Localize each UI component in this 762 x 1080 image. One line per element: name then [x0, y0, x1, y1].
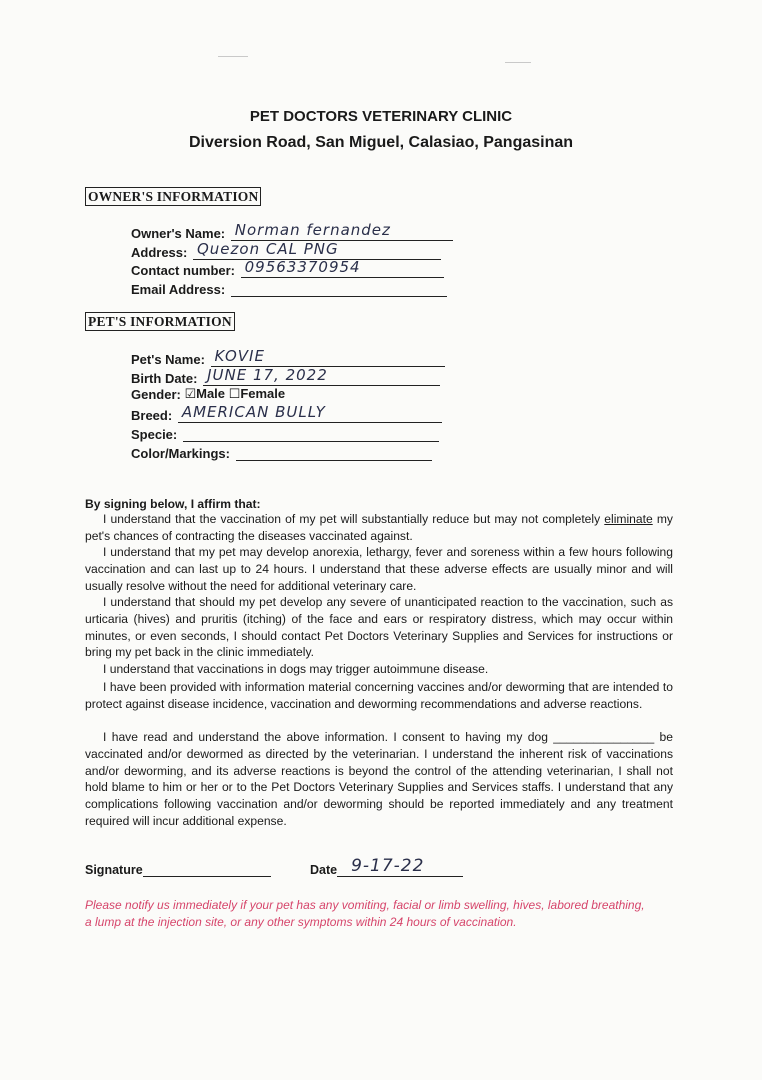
owner-address-label: Address:: [131, 245, 188, 260]
pet-breed-field: [131, 404, 442, 422]
gender-female-checkbox[interactable]: ☐: [228, 386, 241, 401]
pet-color-label: Color/Markings:: [131, 446, 230, 461]
owner-email-line[interactable]: [231, 278, 447, 297]
date-line[interactable]: [337, 856, 463, 877]
scan-artifact: [218, 56, 248, 57]
gender-female-label: Female: [240, 386, 286, 401]
pet-breed-line[interactable]: [178, 404, 442, 423]
clinic-name: PET DOCTORS VETERINARY CLINIC: [249, 108, 513, 125]
gender-male-label: Male: [196, 386, 226, 401]
pet-specie-field: [131, 423, 439, 441]
owner-address-field: [131, 241, 441, 259]
pet-birth-line[interactable]: [203, 367, 440, 386]
pet-breed-label: Breed:: [131, 408, 173, 423]
affirm-p1-underlined: eliminate: [604, 512, 653, 526]
clinic-address: Diversion Road, San Miguel, Calasiao, Pangasinan: [188, 134, 574, 151]
pet-birth-value: JUNE 17, 2022: [207, 366, 328, 384]
gender-male-checkbox[interactable]: ☑: [184, 386, 197, 401]
affirm-p1-before: I understand that the vaccination of my pet will substantially reduce but may not completely: [103, 512, 601, 526]
affirm-paragraph-2: I understand that my pet may develop anorexia, lethargy, fever and soreness within a few hours following vaccination and can last up to 24 hours. I understand that these adverse effects are usually minor and will usually resolve without the need for additional veterinary care.: [85, 545, 673, 593]
owner-contact-value: 09563370954: [244, 258, 361, 276]
owner-name-line[interactable]: [231, 222, 453, 241]
affirm-p6-after: be vaccinated and/or dewormed as directed by the veterinarian. I understand the inherent risk of vaccinations and/or deworming, and its adverse reactions is beyond the control of the attending veterinarian, I shall not hold blame to him or her or to the Pet Doctors Veterinary Supplies and Services staffs. I understand that any complications following vaccination and/or deworming should be reported immediately and any treatment required will incur additional expense.: [85, 730, 674, 828]
pet-birth-field: [131, 367, 440, 385]
date-label: Date: [310, 863, 338, 877]
scan-artifact: [505, 62, 531, 63]
owner-contact-line[interactable]: [241, 259, 444, 278]
pet-color-field: [131, 442, 432, 460]
owner-address-value: Quezon CAL PNG: [196, 240, 339, 258]
owner-name-label: Owner's Name:: [131, 226, 226, 241]
affirm-paragraph-3: I understand that should my pet develop any severe of unanticipated reaction to the vaccination, such as urticaria (hives) and pruritis (itching) of the face and ears or respiratory distress, which may occur within minutes, or even seconds, I should contact Pet Doctors Veterinary Supplies and Services for instructions or bring my pet back in the clinic immediately.: [85, 595, 673, 660]
pet-name-line[interactable]: [211, 348, 445, 367]
owner-email-label: Email Address:: [131, 282, 226, 297]
affirm-p1-after: my pet's chances of contracting the diseases vaccinated against.: [85, 512, 673, 543]
owner-contact-label: Contact number:: [131, 263, 235, 278]
pet-name-label: Pet's Name:: [131, 352, 205, 367]
pet-birth-label: Birth Date:: [131, 371, 198, 386]
affirm-paragraph-4: I understand that vaccinations in dogs may trigger autoimmune disease.: [103, 662, 489, 676]
dog-name-blank[interactable]: _______________: [553, 730, 655, 744]
owner-name-value: Norman fernandez: [234, 221, 391, 239]
pet-breed-value: AMERICAN BULLY: [181, 403, 326, 421]
signature-line[interactable]: [143, 862, 271, 877]
pet-gender-label: Gender:: [131, 387, 181, 402]
signature-label: Signature: [85, 863, 143, 877]
affirm-p6-before: I have read and understand the above information. I consent to having my dog: [103, 730, 554, 744]
pet-name-value: KOVIE: [214, 347, 265, 365]
owner-email-field: [131, 278, 447, 296]
affirm-paragraph-5: I have been provided with information material concerning vaccines and/or deworming that are intended to protect against disease incidence, vaccination and deworming recommendations and adverse reactions.: [85, 680, 673, 711]
affirm-paragraph-6: [85, 729, 673, 830]
pet-section-heading: PET'S INFORMATION: [85, 312, 235, 331]
pet-color-line[interactable]: [236, 442, 432, 461]
owner-name-field: [131, 222, 453, 240]
pet-gender-field: [131, 386, 285, 404]
affirm-heading: By signing below, I affirm that:: [85, 497, 261, 511]
owner-contact-field: [131, 259, 444, 277]
pet-specie-label: Specie:: [131, 427, 178, 442]
date-row: [310, 856, 463, 877]
owner-section-heading: OWNER'S INFORMATION: [85, 187, 261, 206]
pet-specie-line[interactable]: [183, 423, 439, 442]
affirm-paragraph-1: [85, 511, 673, 545]
pet-name-field: [131, 348, 445, 366]
signature-row: [85, 862, 271, 877]
date-value: 9-17-22: [351, 856, 425, 876]
vaccination-notice: Please notify us immediately if your pet has any vomiting, facial or limb swelling, hives, labored breathing, a lump at the injection site, or any other symptoms within 24 hours of vaccination.: [85, 898, 645, 929]
